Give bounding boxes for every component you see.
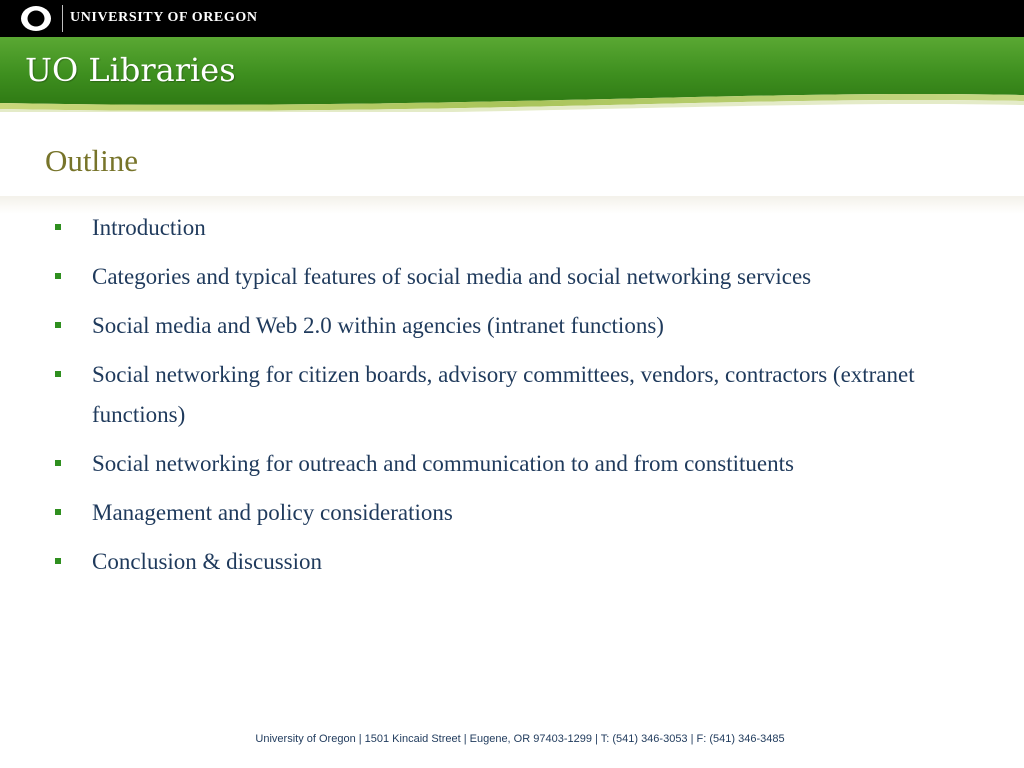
footer-address: University of Oregon | 1501 Kincaid Street | Eugene, OR 97403-1299 | T: (541) 346-3053 | F: (541) 346-3485 [255,733,785,745]
uo-o-icon [19,4,53,33]
list-item [0,257,1024,297]
university-name: UNIVERSITY OF OREGON [70,10,258,25]
bullet-text: Conclusion & discussion [92,549,323,574]
list-item [0,493,1024,533]
bullet-text: Social media and Web 2.0 within agencies (intranet functions) [92,313,664,338]
bullet-square-icon [55,558,61,564]
university-bar [0,0,1024,37]
list-item [0,542,1024,582]
bullet-text: Social networking for outreach and communication to and from constituents [92,451,794,476]
list-item [0,306,1024,346]
bullet-square-icon [55,460,61,466]
bullet-square-icon [55,371,61,377]
bullet-square-icon [55,509,61,515]
bullet-square-icon [55,224,61,230]
bullet-list [0,208,1024,591]
list-item [0,444,1024,484]
bullet-square-icon [55,322,61,328]
list-item [0,208,1024,248]
bullet-text: Categories and typical features of social media and social networking services [92,264,812,289]
bullet-text: Introduction [92,215,206,240]
title-band [0,112,1024,196]
bullet-text: Management and policy considerations [92,500,453,525]
banner-title: UO Libraries [25,51,236,89]
bullet-text: Social networking for citizen boards, advisory committees, vendors, contractors (extranet functions) [92,362,915,427]
slide-title: Outline [45,143,138,178]
bullet-square-icon [55,273,61,279]
list-item [0,355,1024,435]
logo-divider [62,5,63,32]
